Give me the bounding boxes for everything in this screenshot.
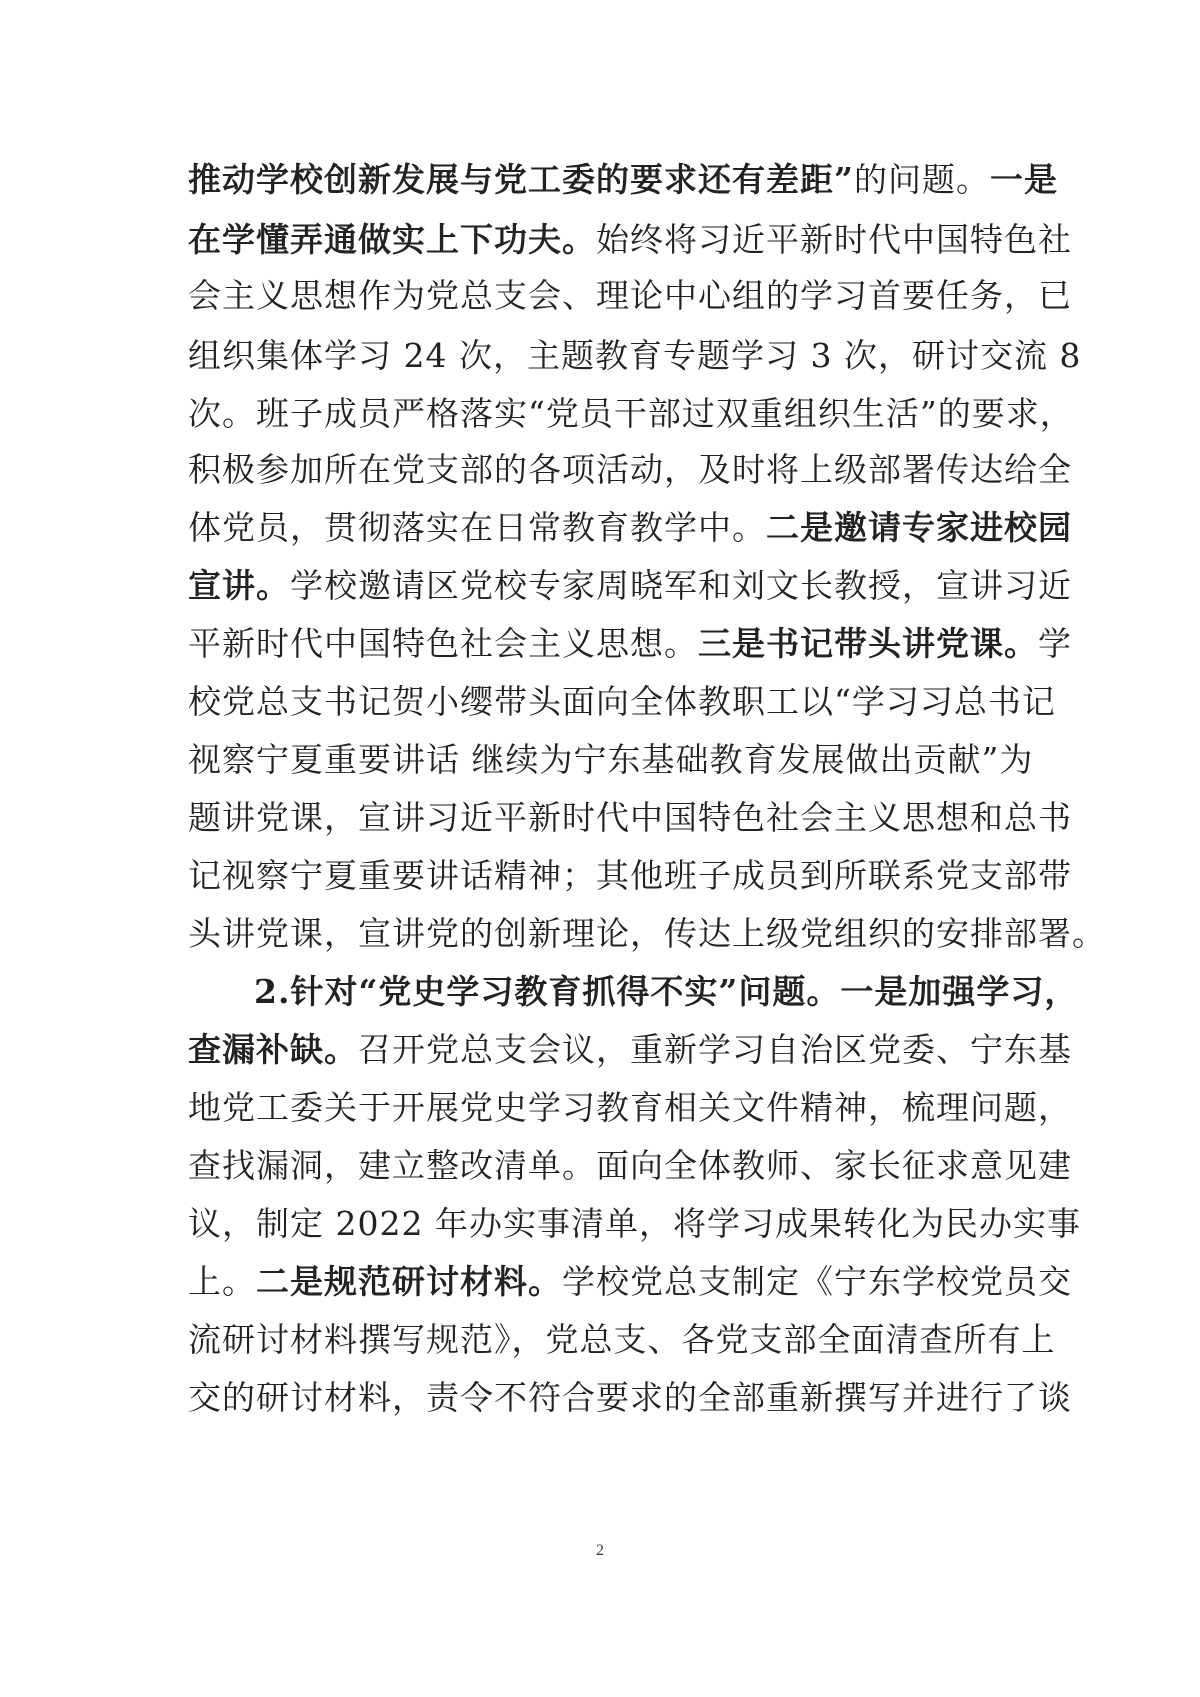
text-line xyxy=(188,1252,1072,1312)
text-line xyxy=(188,266,1072,326)
text-line xyxy=(188,556,1072,616)
text-run: 视察宁夏重要讲话 继续为宁东基础教育发展做出贡献”为 xyxy=(188,740,1034,779)
text-run: 查找漏洞，建立整改清单。面向全体教师、家长征求意见建 xyxy=(188,1146,1072,1185)
text-run: 积极参加所在党支部的各项活动，及时将上级部署传达给全 xyxy=(188,450,1072,489)
bold-text-run: 在学懂弄通做实上下功夫。 xyxy=(188,220,596,259)
text-line xyxy=(188,904,1106,964)
text-run: 学 xyxy=(1038,624,1072,663)
text-run: 头讲党课，宣讲党的创新理论，传达上级党组织的安排部署。 xyxy=(188,914,1106,953)
text-line xyxy=(188,730,1034,790)
text-run: 上。 xyxy=(188,1262,256,1301)
text-run: 平新时代中国特色社会主义思想。 xyxy=(188,624,698,663)
text-line xyxy=(188,614,1072,674)
page-number: 2 xyxy=(596,1542,604,1559)
text-line xyxy=(188,326,1082,386)
text-run: 校党总支书记贺小缨带头面向全体教职工以“学习习总书记 xyxy=(188,682,1056,721)
bold-text-run: 三是书记带头讲党课。 xyxy=(698,624,1038,663)
bold-text-run: 宣讲。 xyxy=(188,566,290,605)
text-line xyxy=(188,788,1072,848)
text-run: 次。班子成员严格落实“党员干部过双重组织生活”的要求， xyxy=(188,394,1074,433)
bold-text-run: 二是邀请专家进校园 xyxy=(766,508,1072,547)
text-line xyxy=(188,1194,1081,1254)
text-run: 始终将习近平新时代中国特色社 xyxy=(596,220,1072,259)
text-line xyxy=(188,210,1072,270)
text-run: 会主义思想作为党总支会、理论中心组的学习首要任务，已 xyxy=(188,276,1072,315)
bold-text-run: 查漏补缺。 xyxy=(188,1030,358,1069)
text-line xyxy=(188,846,1072,906)
text-run: 组织集体学习 24 次，主题教育专题学习 3 次，研讨交流 8 xyxy=(188,336,1082,375)
text-run: 体党员，贯彻落实在日常教育教学中。 xyxy=(188,508,766,547)
text-line xyxy=(254,962,1079,1022)
text-line xyxy=(188,1310,1056,1370)
text-line xyxy=(188,440,1072,500)
text-run: 学校邀请区党校专家周晓军和刘文长教授，宣讲习近 xyxy=(290,566,1072,605)
bold-text-run: 一是 xyxy=(989,160,1058,199)
text-run: 地党工委关于开展党史学习教育相关文件精神，梳理问题， xyxy=(188,1088,1072,1127)
bold-text-run: 二是规范研讨材料。 xyxy=(256,1262,562,1301)
text-line xyxy=(188,1020,1072,1080)
text-line xyxy=(188,498,1072,558)
text-line xyxy=(188,384,1074,444)
text-run: 议，制定 2022 年办实事清单，将学习成果转化为民办实事 xyxy=(188,1204,1081,1243)
text-run: 流研讨材料撰写规范》，党总支、各党支部全面清查所有上 xyxy=(188,1320,1056,1359)
text-line xyxy=(188,1136,1072,1196)
text-line xyxy=(188,1368,1072,1428)
text-run: 题讲党课，宣讲习近平新时代中国特色社会主义思想和总书 xyxy=(188,798,1072,837)
text-run: 的问题。 xyxy=(853,160,990,199)
text-run: 学校党总支制定《宁东学校党员交 xyxy=(562,1262,1072,1301)
text-run: 记视察宁夏重要讲话精神；其他班子成员到所联系党支部带 xyxy=(188,856,1072,895)
text-line xyxy=(188,1078,1072,1138)
text-run: 交的研讨材料，责令不符合要求的全部重新撰写并进行了谈 xyxy=(188,1378,1072,1417)
bold-text-run: 推动学校创新发展与党工委的要求还有差距” xyxy=(188,160,854,199)
text-run: 召开党总支会议，重新学习自治区党委、宁东基 xyxy=(358,1030,1072,1069)
text-line xyxy=(188,672,1056,732)
text-line xyxy=(188,150,1058,210)
bold-text-run: 2.针对“党史学习教育抓得不实”问题。一是加强学习， xyxy=(254,972,1079,1011)
